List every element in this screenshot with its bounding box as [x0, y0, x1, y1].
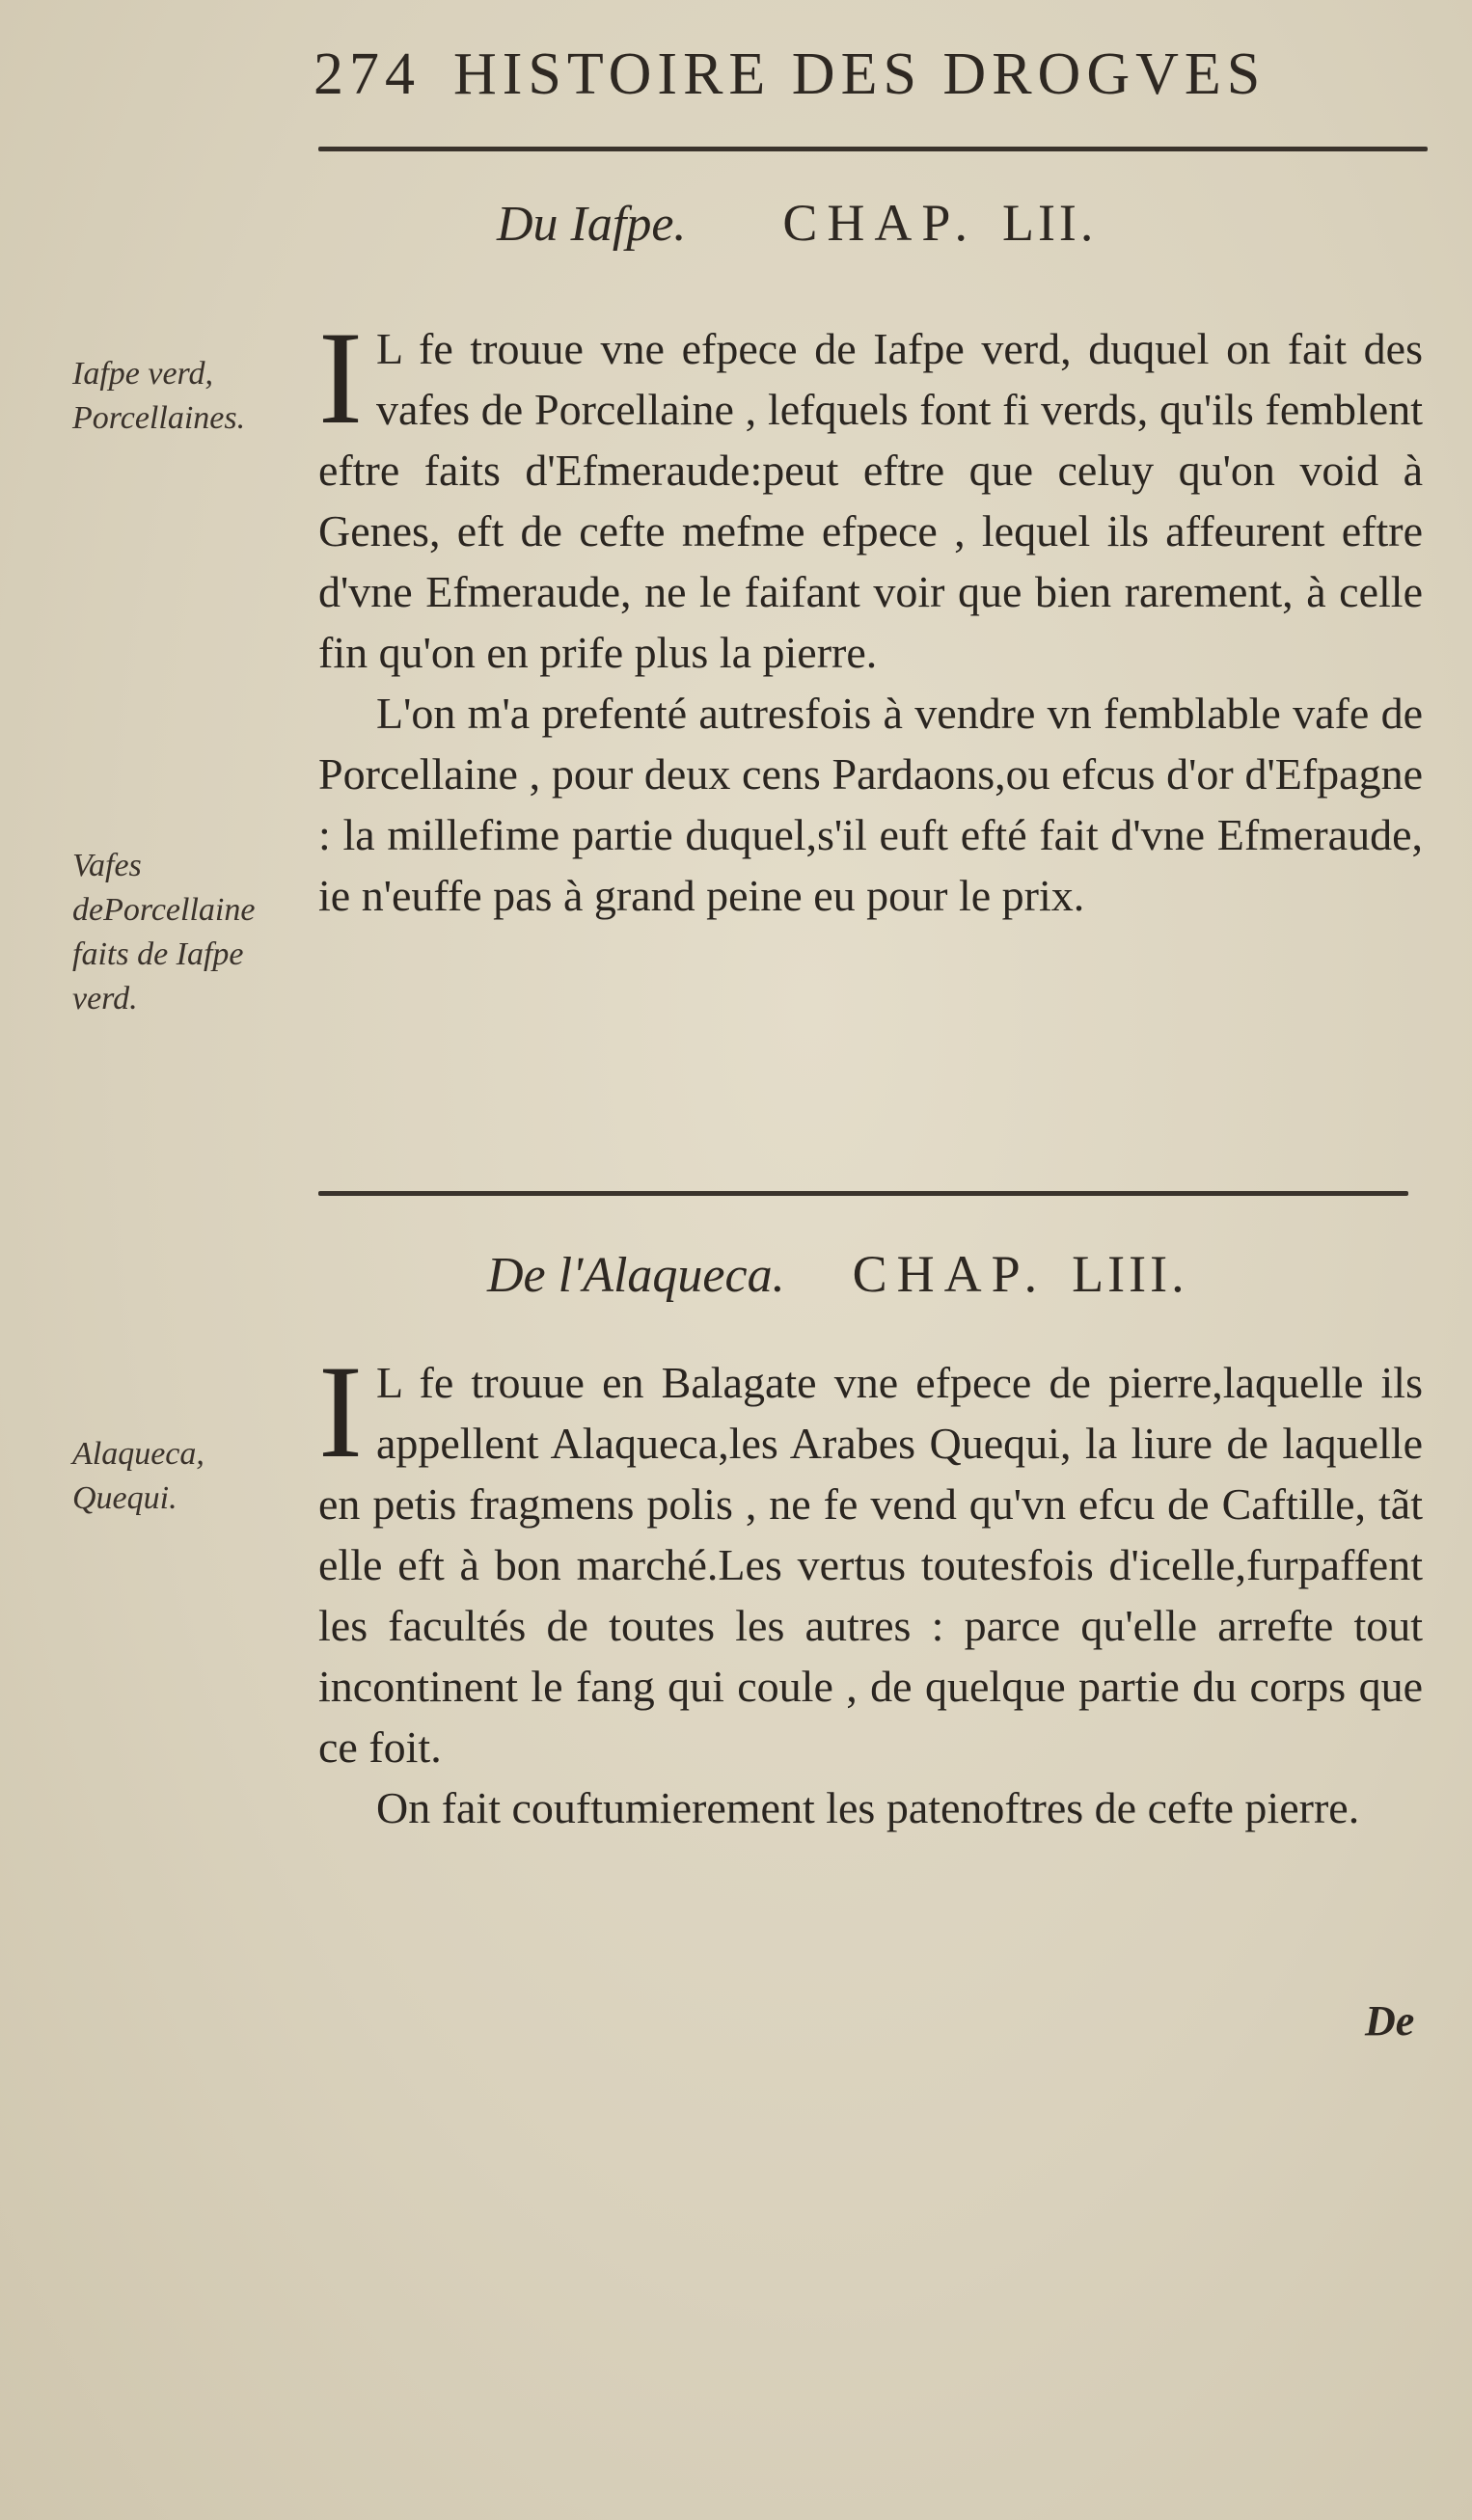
- running-head: [313, 41, 1355, 118]
- chapter-number: LII.: [1001, 194, 1098, 252]
- margin-note: Iafpe verd, Porcellaines.: [72, 356, 246, 436]
- paragraph: [318, 304, 1423, 683]
- margin-note: Alaqueca, Quequi.: [72, 1436, 204, 1516]
- chapter-heading: [487, 1244, 1188, 1304]
- chapter-title: Du Iafpe.: [497, 197, 687, 252]
- chapter-label: CHAP.: [852, 1245, 1048, 1303]
- chapter-number: LIII.: [1072, 1245, 1188, 1303]
- page-number: 274: [313, 41, 421, 107]
- chapter-body: [318, 1338, 1423, 1838]
- chapter-heading: [497, 193, 1097, 253]
- header-rule: [318, 147, 1428, 151]
- paragraph: [318, 1338, 1423, 1777]
- paragraph-text: L fe trouue en Balagate vne efpece de pierre,laquelle ils appellent Alaqueca,les Arabes Quequi, la liure de laquelle en petis fragmens polis , ne fe vend qu'vn efcu de Caftille, tãt elle eft à bon marché.Les vertus toutesfois d'icelle,furpaffent les facultés de toutes les autres : parce qu'elle arrefte tout incontinent le fang qui coule , de quelque partie du corps que ce foit.: [318, 1358, 1423, 1772]
- paragraph: L'on m'a prefenté autresfois à vendre vn femblable vafe de Porcellaine , pour deux cens Pardaons,ou efcus d'or d'Efpagne : la millefime partie duquel,s'il euft efté fait d'vne Efmeraude, ie n'euffe pas à grand peine eu pour le prix.: [318, 689, 1423, 920]
- running-title: HISTOIRE DES DROGVES: [453, 41, 1267, 107]
- chapter-title: De l'Alaqueca.: [487, 1248, 785, 1303]
- paragraph-text: L fe trouue vne efpece de Iafpe verd, duquel on fait des vafes de Porcellaine , lefquels font fi verds, qu'ils femblent eftre faits d'Efmeraude:peut eftre que celuy qu'on void à Genes, eft de cefte mefme efpece , lequel ils affeurent eftre d'vne Efmeraude, ne le faifant voir que bien rarement, à celle fin qu'on en prife plus la pierre.: [318, 324, 1423, 677]
- drop-cap: I: [318, 304, 363, 451]
- section-rule: [318, 1191, 1408, 1196]
- paragraph: On fait couftumierement les patenoftres de cefte pierre.: [376, 1783, 1360, 1832]
- chapter-body: [318, 304, 1423, 926]
- margin-note: Vafes dePorcellaine faits de Iafpe verd.: [72, 848, 256, 1016]
- drop-cap: I: [318, 1338, 363, 1485]
- catchword: De: [1365, 1997, 1415, 2045]
- chapter-label: CHAP.: [782, 194, 977, 252]
